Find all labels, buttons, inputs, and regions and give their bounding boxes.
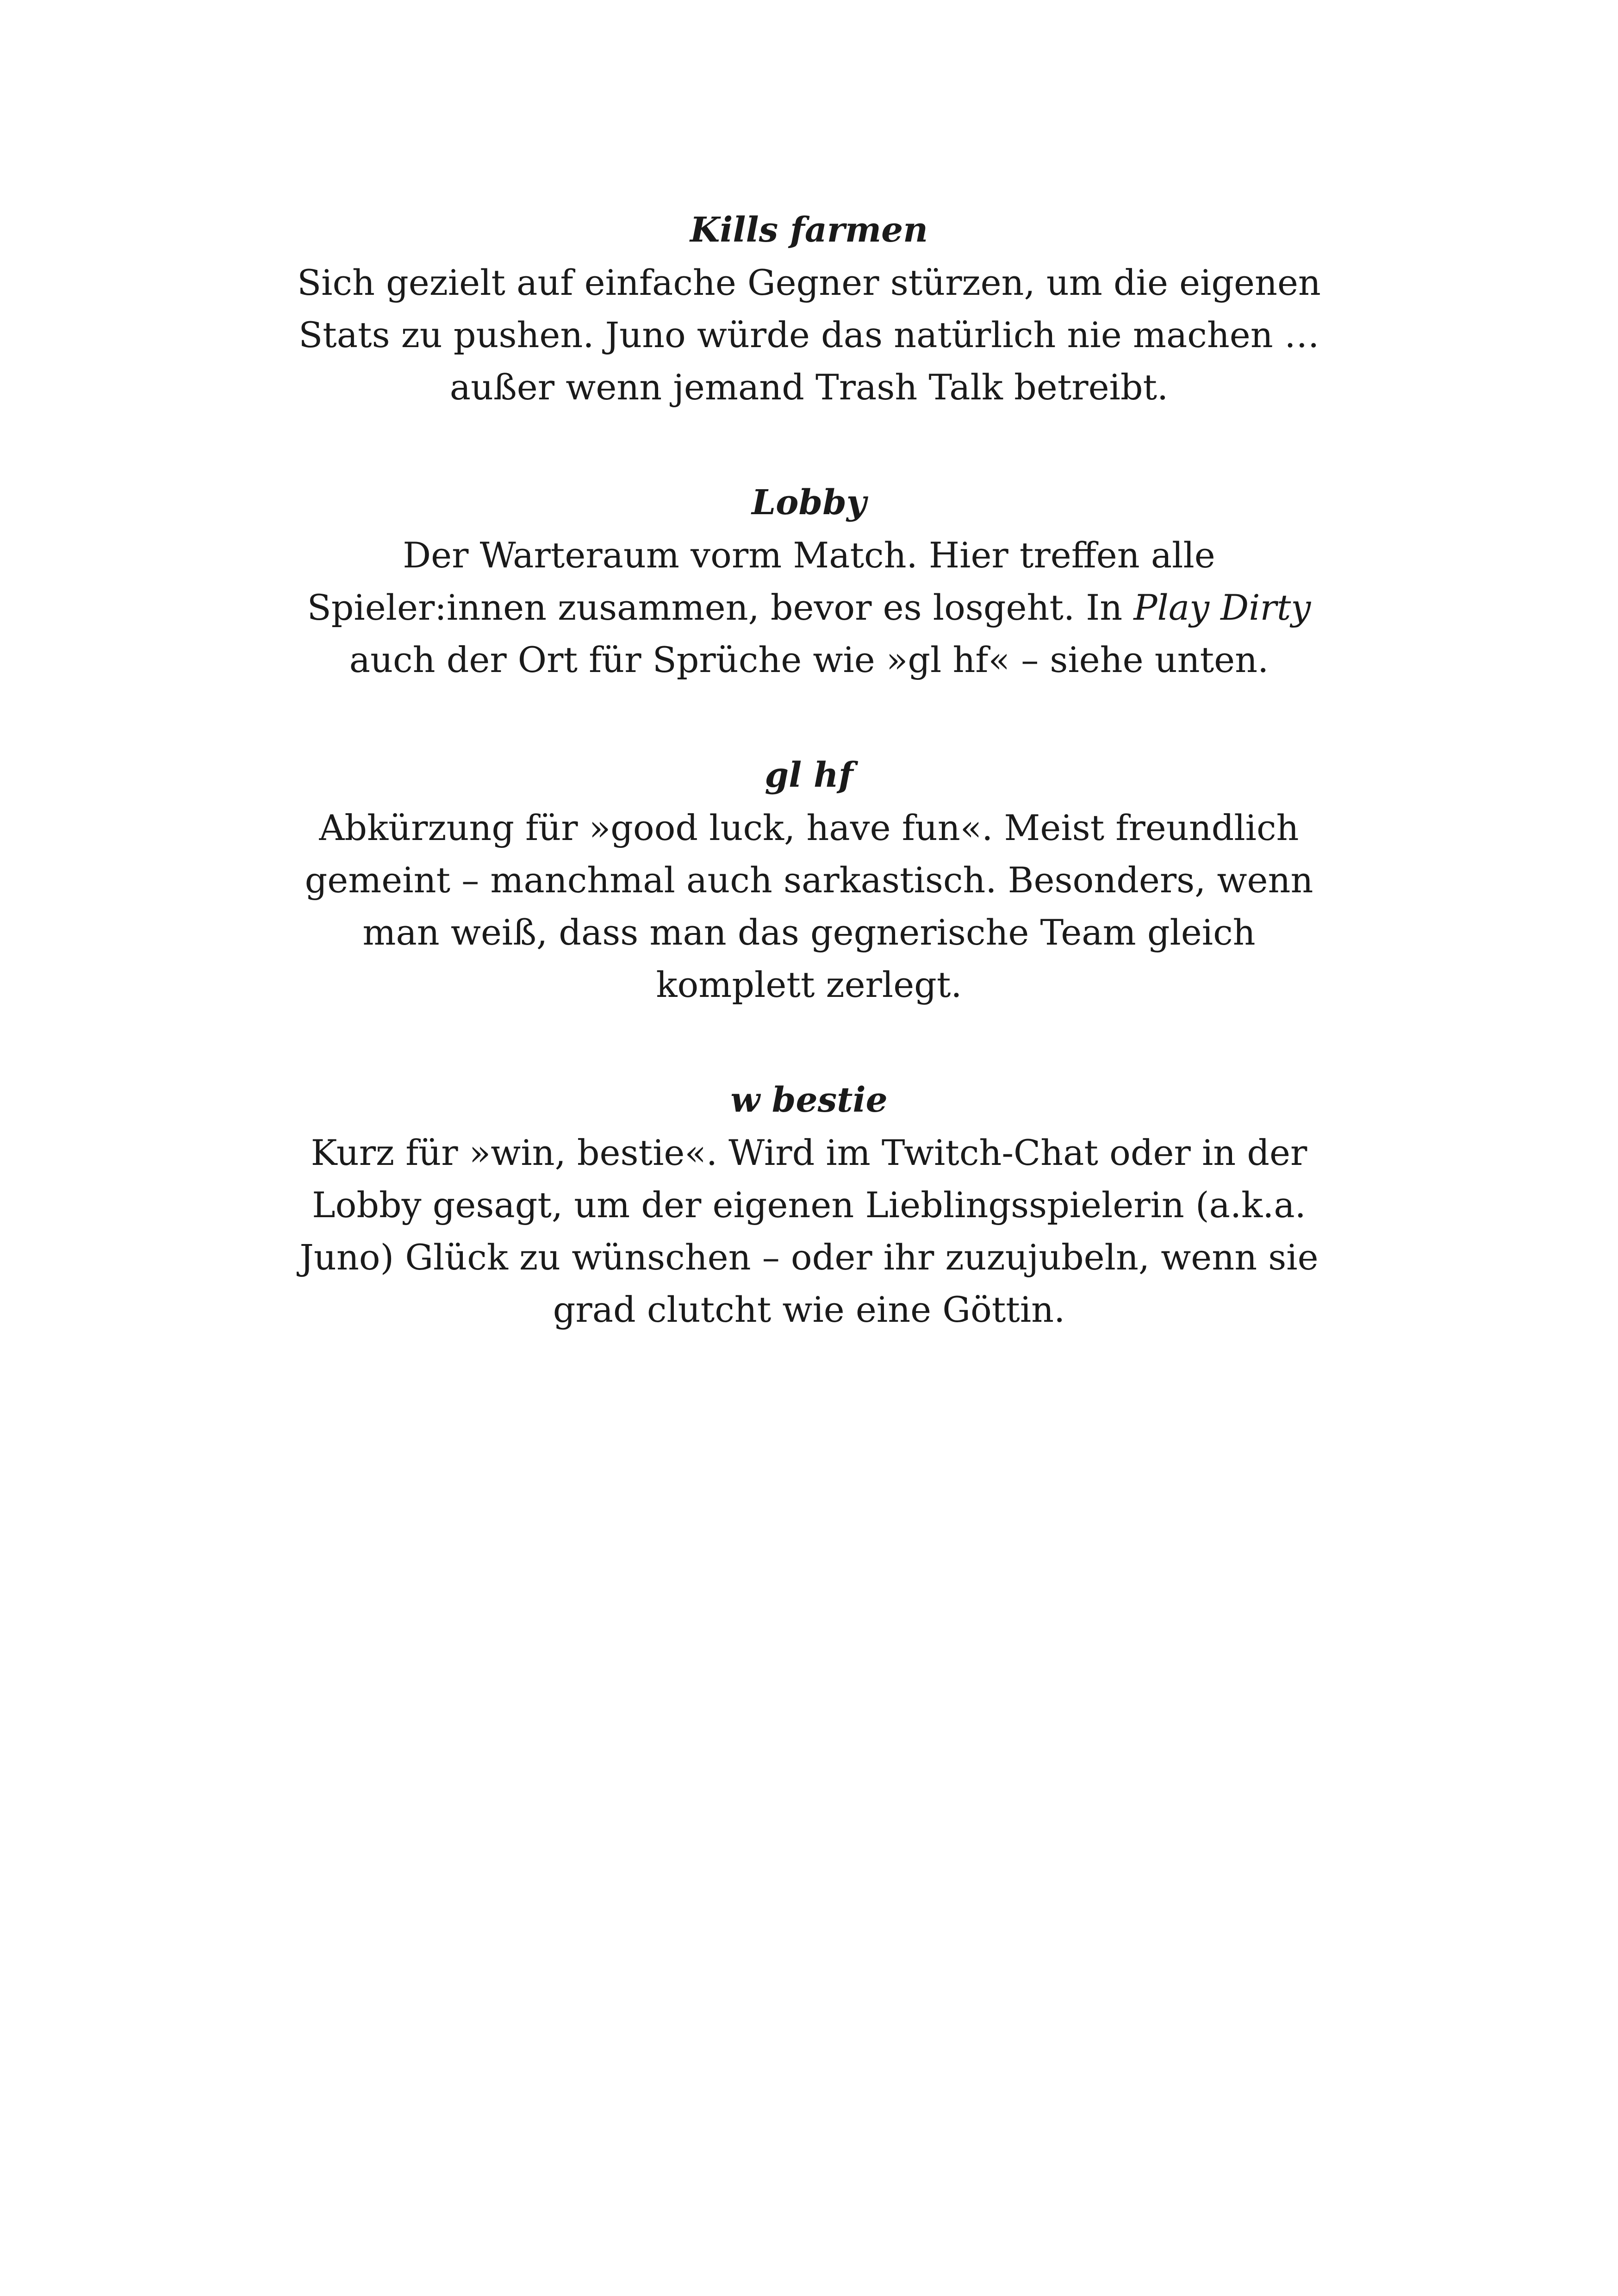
glossary-term: Lobby — [752, 483, 866, 523]
glossary-term: Kills farmen — [690, 210, 928, 250]
glossary-definition: Sich gezielt auf einfache Gegner stürzen, um die eigenen Stats zu pushen. Juno würde das natürlich nie machen … außer wenn jemand Trash Talk betreibt. — [297, 262, 1321, 408]
glossary-term: gl hf — [765, 755, 853, 795]
glossary-definition: Abkürzung für »good luck, have fun«. Meist freundlich gemeint – manchmal auch sarkastisch. Besonders, wenn man weiß, dass man das gegnerische Team gleich komplett zerlegt. — [305, 807, 1313, 1005]
glossary-entry-w-bestie — [296, 1074, 1322, 1336]
glossary-entry-kills-farmen — [296, 204, 1322, 413]
glossary-definition — [296, 529, 1322, 686]
book-title: Play Dirty — [1133, 587, 1311, 628]
glossary-page — [296, 204, 1322, 1399]
definition-text: auch der Ort für Sprüche wie »gl hf« – siehe unten. — [349, 639, 1269, 680]
definition-text: Der Warteraum vorm Match. Hier treffen alle Spieler:innen zusammen, bevor es losgeht. In — [307, 535, 1215, 628]
glossary-definition: Kurz für »win, bestie«. Wird im Twitch-Chat oder in der Lobby gesagt, um der eigenen Lieblingsspielerin (a.k.a. Juno) Glück zu wünschen – oder ihr zuzujubeln, wenn sie grad clutcht wie eine Göttin. — [299, 1132, 1319, 1330]
glossary-term: w bestie — [730, 1080, 888, 1120]
glossary-entry-lobby — [296, 476, 1322, 686]
glossary-entry-gl-hf — [296, 749, 1322, 1011]
